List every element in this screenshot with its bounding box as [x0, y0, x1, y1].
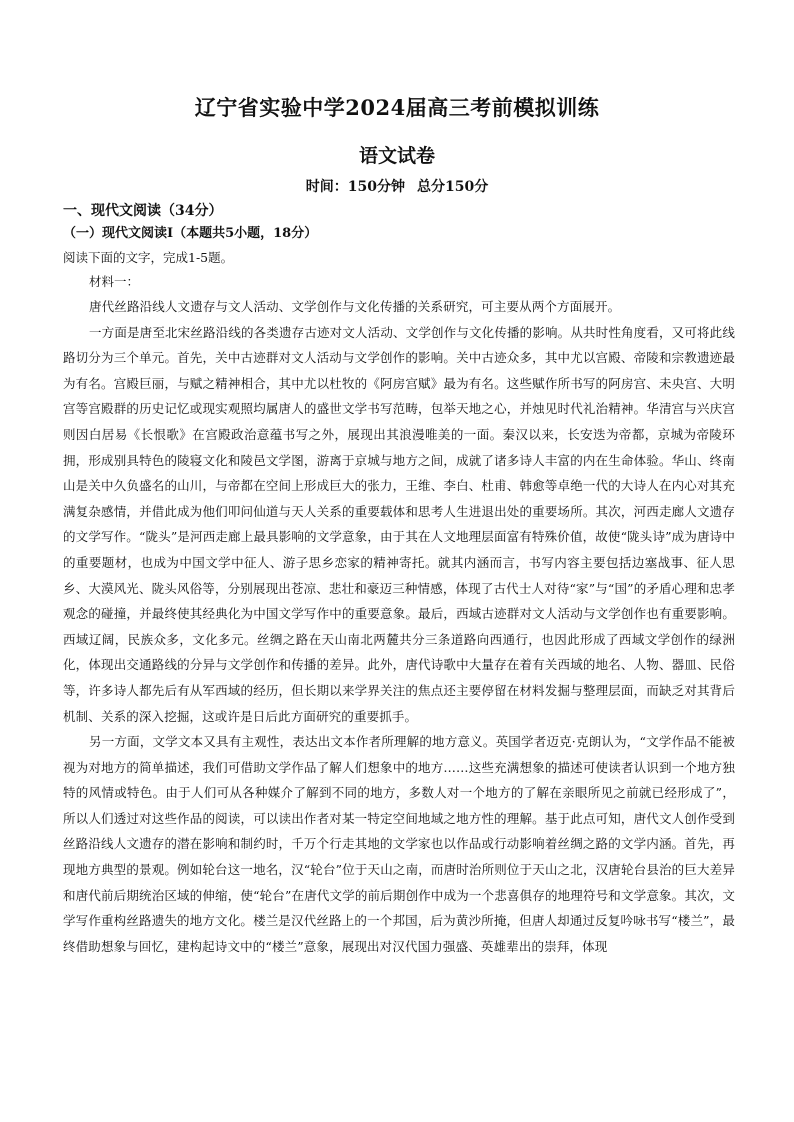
exam-total-score: 总分150分 — [417, 179, 489, 195]
section-heading: 一、现代文阅读（34分） — [63, 203, 223, 219]
material-label: 材料一： — [89, 274, 140, 289]
reading-instruction: 阅读下面的文字，完成1-5题。 — [63, 250, 234, 265]
paragraph-2: 一方面是唐至北宋丝路沿线的各类遗存古迹对文人活动、文学创作与文化传播的影响。从共时性角度看，又可将此线路切分为三个单元。首先，关中古迹群对文人活动与文学创作的影响。关中古迹众多，其中尤以宫殿、帝陵和宗教遗迹最为有名。宫殿巨丽，与赋之精神相合，其中尤以杜牧的《阿房宫赋》最为有名。这些赋作所书写的阿房宫、未央宫、大明宫等宫殿群的历史记忆或现实观照均属唐人的盛世文学书写范畴，包举天地之心，并烛见时代礼治精神。华清宫与兴庆宫则因白居易《长恨歌》在宫殿政治意蕴书写之外，展现出其浪漫唯美的一面。秦汉以来，长安迭为帝都，京城为帝陵环拥，形成别具特色的陵寝文化和陵邑文学图，游离于京城与地方之间，成就了诸多诗人丰富的内在生命体验。华山、终南山是关中久负盛名的山川，与帝都在空间上形成巨大的张力，王维、李白、杜甫、韩愈等卓绝一代的大诗人在内心对其充满复杂感情，并借此成为他们叩问仙道与天人关系的重要载体和思考人生进退出处的重要场所。其次，河西走廊人文遗存的文学写作。“陇头”是河西走廊上最具影响的文学意象，由于其在人文地理层面富有特殊价值，故使“陇头诗”成为唐诗中的重要题材，也成为中国文学中征人、游子思乡恋家的精神寄托。就其内涵而言，书写内容主要包括边塞战事、征人思乡、大漠风光、陇头风俗等，分别展现出苍凉、悲壮和豪迈三种情感，体现了古代士人对待“家”与“国”的矛盾心理和忠孝观念的碰撞，并最终使其经典化为中国文学写作中的重要意象。最后，西域古迹群对文人活动与文学创作也有重要影响。西域辽阔，民族众多，文化多元。丝绸之路在天山南北两麓共分三条道路向西通行，也因此形成了西域文学创作的绿洲化，体现出交通路线的分异与文学创作和传播的差异。此外，唐代诗歌中大量存在着有关西域的地名、人物、器皿、民俗等，许多诗人都先后有从军西域的经历，但长期以来学界关注的焦点还主要停留在材料发掘与整理层面，而缺乏对其背后机制、关系的深入挖掘，这或许是日后此方面研究的重要抓手。 — [63, 324, 735, 724]
exam-title: 辽宁省实验中学2024届高三考前模拟训练 — [194, 95, 600, 120]
paragraph-3: 另一方面，文学文本又具有主观性，表达出文本作者所理解的地方意义。英国学者迈克·克朗认为，“文学作品不能被视为对地方的简单描述，我们可借助文学作品了解人们想象中的地方……这些充满想象的描述可使读者认识到一个地方独特的风情或特色。由于人们可从各种媒介了解到不同的地方，多数人对一个地方的了解在亲眼所见之前就已经形成了”，所以人们透过对这些作品的阅读，可以读出作者对某一特定空间地域之地方性的理解。基于此点可知，唐代文人创作受到丝路沿线人文遗存的潜在影响和制约时，千万个行走其地的文学家也以作品或行动影响着丝绸之路的文学内涵。首先，再现地方典型的景观。例如轮台这一地名，汉“轮台”位于天山之南，而唐时治所则位于天山之北，汉唐轮台县治的巨大差异和唐代前后期统治区域的伸缩，使“轮台”在唐代文学的前后期创作中成为一个悲喜俱存的地理符号和文学意象。其次，文学写作重构丝路遗失的地方文化。楼兰是汉代丝路上的一个邦国，后为黄沙所掩，但唐人却通过反复吟咏书写“楼兰”，最终借助想象与回忆，建构起诗文中的“楼兰”意象，展现出对汉代国力强盛、英雄辈出的崇拜，体现 — [63, 734, 735, 954]
exam-time: 时间：150分钟 — [305, 179, 405, 195]
exam-subject: 语文试卷 — [358, 145, 435, 167]
exam-meta — [0, 176, 794, 196]
section-subheading: （一）现代文阅读Ⅰ（本题共5小题，18分） — [63, 226, 318, 241]
paragraph-1: 唐代丝路沿线人文遗存与文人活动、文学创作与文化传播的关系研究，可主要从两个方面展开。 — [89, 299, 621, 314]
reading-section — [63, 200, 735, 959]
